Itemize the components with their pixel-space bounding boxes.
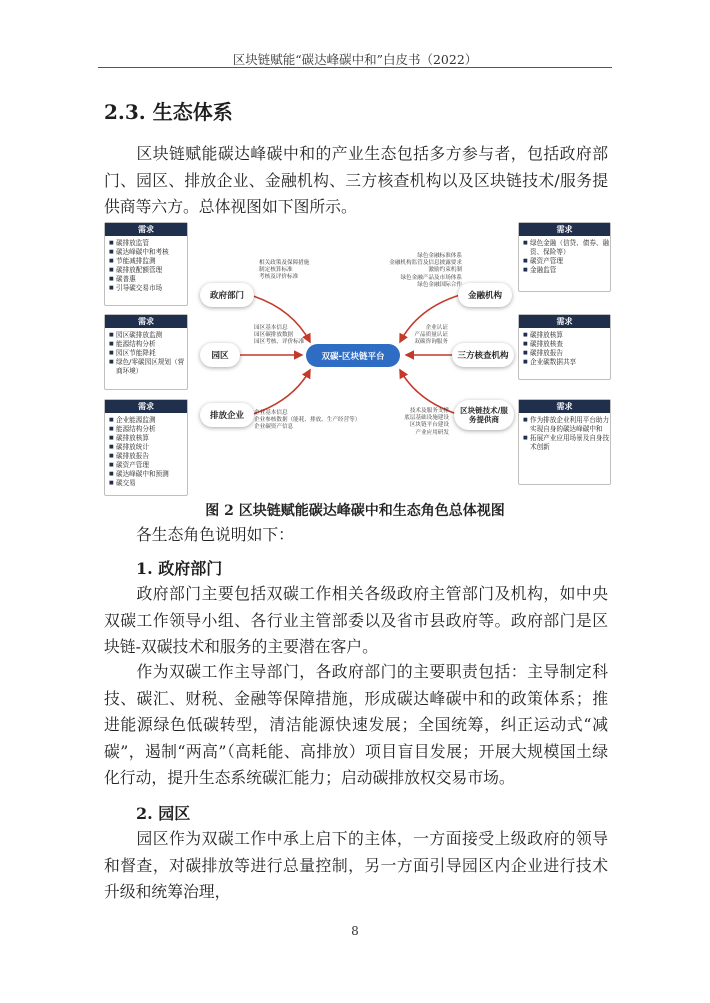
paragraph-gov-2 <box>104 659 608 792</box>
requirement-item: ■ 碳排放核算 <box>109 434 187 443</box>
requirement-item: ■ 绿色/零碳园区规划（营商环境） <box>109 358 187 376</box>
subsection-title-park: 2. 园区 <box>136 804 191 823</box>
role-gov: 政府部门 <box>200 283 254 307</box>
requirement-box-provider <box>518 399 611 485</box>
subsection-title-gov: 1. 政府部门 <box>136 559 223 578</box>
flow-label-finance: 绿色金融标准体系 金融机构监管及信息披露要求 激励约束机制 绿色金融产品及市场体系 绿色金融国际合作 <box>389 253 462 288</box>
flow-label-verifier: 企业认证 产品质量认证 双碳咨询服务 <box>414 325 448 346</box>
role-finance: 金融机构 <box>458 283 512 307</box>
flow-label-provider: 技术及服务支撑 底层基础设施建设 区块链平台建设 产业应用研发 <box>404 408 449 436</box>
requirement-box-park <box>104 314 188 390</box>
role-verifier: 三方核查机构 <box>452 343 514 367</box>
running-header: 区块链赋能“碳达峰碳中和”白皮书（2022） <box>232 52 478 67</box>
paragraph-text: 园区作为双碳工作中承上启下的主体，一方面接受上级政府的领导和督查，对碳排放等进行总量控制，另一方面引导园区内企业进行技术升级和统筹治理， <box>104 829 608 901</box>
requirement-item: ■ 碳交易 <box>109 479 187 488</box>
requirement-item: ■ 碳排放监管 <box>109 239 187 248</box>
platform-node: 双碳-区块链平台 <box>306 344 400 367</box>
paragraph-text: 政府部门主要包括双碳工作相关各级政府主管部门及机构，如中央双碳工作领导小组、各行业主管部委以及省市县政府等。政府部门是区块链-双碳技术和服务的主要潜在客户。 <box>104 584 608 656</box>
requirement-item: ■ 企业能源监测 <box>109 416 187 425</box>
intro-paragraph <box>104 141 608 221</box>
requirement-title: 需求 <box>105 223 187 236</box>
requirement-item: ■ 碳排放报告 <box>109 452 187 461</box>
requirement-title: 需求 <box>519 400 610 413</box>
requirement-item: ■ 碳排放配额管理 <box>109 266 187 275</box>
requirement-item: ■ 碳资产管理 <box>109 461 187 470</box>
requirement-item: ■ 绿色金融（信贷、债券、融资、保险等） <box>523 239 610 257</box>
roles-intro-paragraph <box>104 522 608 549</box>
section-title: 2.3. 生态体系 <box>104 100 233 124</box>
paragraph-gov-1 <box>104 581 608 661</box>
paragraph-text: 作为双碳工作主导部门，各政府部门的主要职责包括：主导制定科技、碳汇、财税、金融等保障措施，形成碳达峰碳中和的政策体系；推进能源绿色低碳转型，清洁能源快速发展；全国统筹，纠正运动式“减碳”，遏制“两高”（高耗能、高排放）项目盲目发展；开展大规模国土绿化行动，提升生态系统碳汇能力；启动碳排放权交易市场。 <box>104 662 608 787</box>
intro-text: 区块链赋能碳达峰碳中和的产业生态包括多方参与者，包括政府部门、园区、排放企业、金融机构、三方核查机构以及区块链技术/服务提供商等六方。总体视图如下图所示。 <box>104 144 608 216</box>
role-enterprise: 排放企业 <box>200 403 254 427</box>
requirement-item: ■ 能源结构分析 <box>109 340 187 349</box>
requirement-box-gov <box>104 222 188 306</box>
requirement-item: ■ 引导碳交易市场 <box>109 284 187 293</box>
requirement-item: ■ 园区碳排放监测 <box>109 331 187 340</box>
requirement-box-finance <box>518 222 611 292</box>
flow-label-park: 园区基本信息 园区碳排放数据 园区考核、评价标准 <box>254 325 305 346</box>
requirement-item: ■ 金融监管 <box>523 266 610 275</box>
requirement-title: 需求 <box>519 315 610 328</box>
requirement-item: ■ 碳排放核算 <box>523 331 610 340</box>
requirement-box-verifier <box>518 314 611 380</box>
flow-label-gov: 相关政策及保障措施 制定核算标准 考核及评价标准 <box>259 260 310 281</box>
requirement-item: ■ 碳达峰碳中和预测 <box>109 470 187 479</box>
requirement-item: ■ 能源结构分析 <box>109 425 187 434</box>
figure-caption: 图 2 区块链赋能碳达峰碳中和生态角色总体视图 <box>205 503 505 519</box>
requirement-title: 需求 <box>105 315 187 328</box>
requirement-title: 需求 <box>519 223 610 236</box>
requirement-item: ■ 碳排放报告 <box>523 349 610 358</box>
requirement-item: ■ 企业碳数据共享 <box>523 358 610 367</box>
role-park: 园区 <box>200 343 240 367</box>
flow-label-enterprise: 企业基本信息 企业参核数据（能耗、排放、生产经营等） 企业碳资产信息 <box>254 410 361 431</box>
role-provider: 区块链技术/服务提供商 <box>454 400 514 430</box>
requirement-item: ■ 节能减排监测 <box>109 257 187 266</box>
paragraph-park-1 <box>104 826 608 906</box>
arrow-enterprise <box>250 370 310 415</box>
requirement-item: ■ 拓展产业应用场景及自身技术创新 <box>523 434 610 452</box>
requirement-item: ■ 碳排放核查 <box>523 340 610 349</box>
requirement-item: ■ 作为排放企业利用平台助力实现自身的碳达峰碳中和 <box>523 416 610 434</box>
header-rule <box>98 67 612 68</box>
roles-intro-text: 各生态角色说明如下： <box>136 525 294 544</box>
requirement-item: ■ 碳普惠 <box>109 275 187 284</box>
requirement-item: ■ 碳资产管理 <box>523 257 610 266</box>
requirement-item: ■ 碳达峰碳中和考核 <box>109 248 187 257</box>
requirement-box-enterprise <box>104 399 188 496</box>
ecosystem-diagram <box>104 222 609 494</box>
requirement-item: ■ 碳排放统计 <box>109 443 187 452</box>
requirement-item: ■ 园区节能降耗 <box>109 349 187 358</box>
page-number: 8 <box>351 924 359 938</box>
requirement-title: 需求 <box>105 400 187 413</box>
